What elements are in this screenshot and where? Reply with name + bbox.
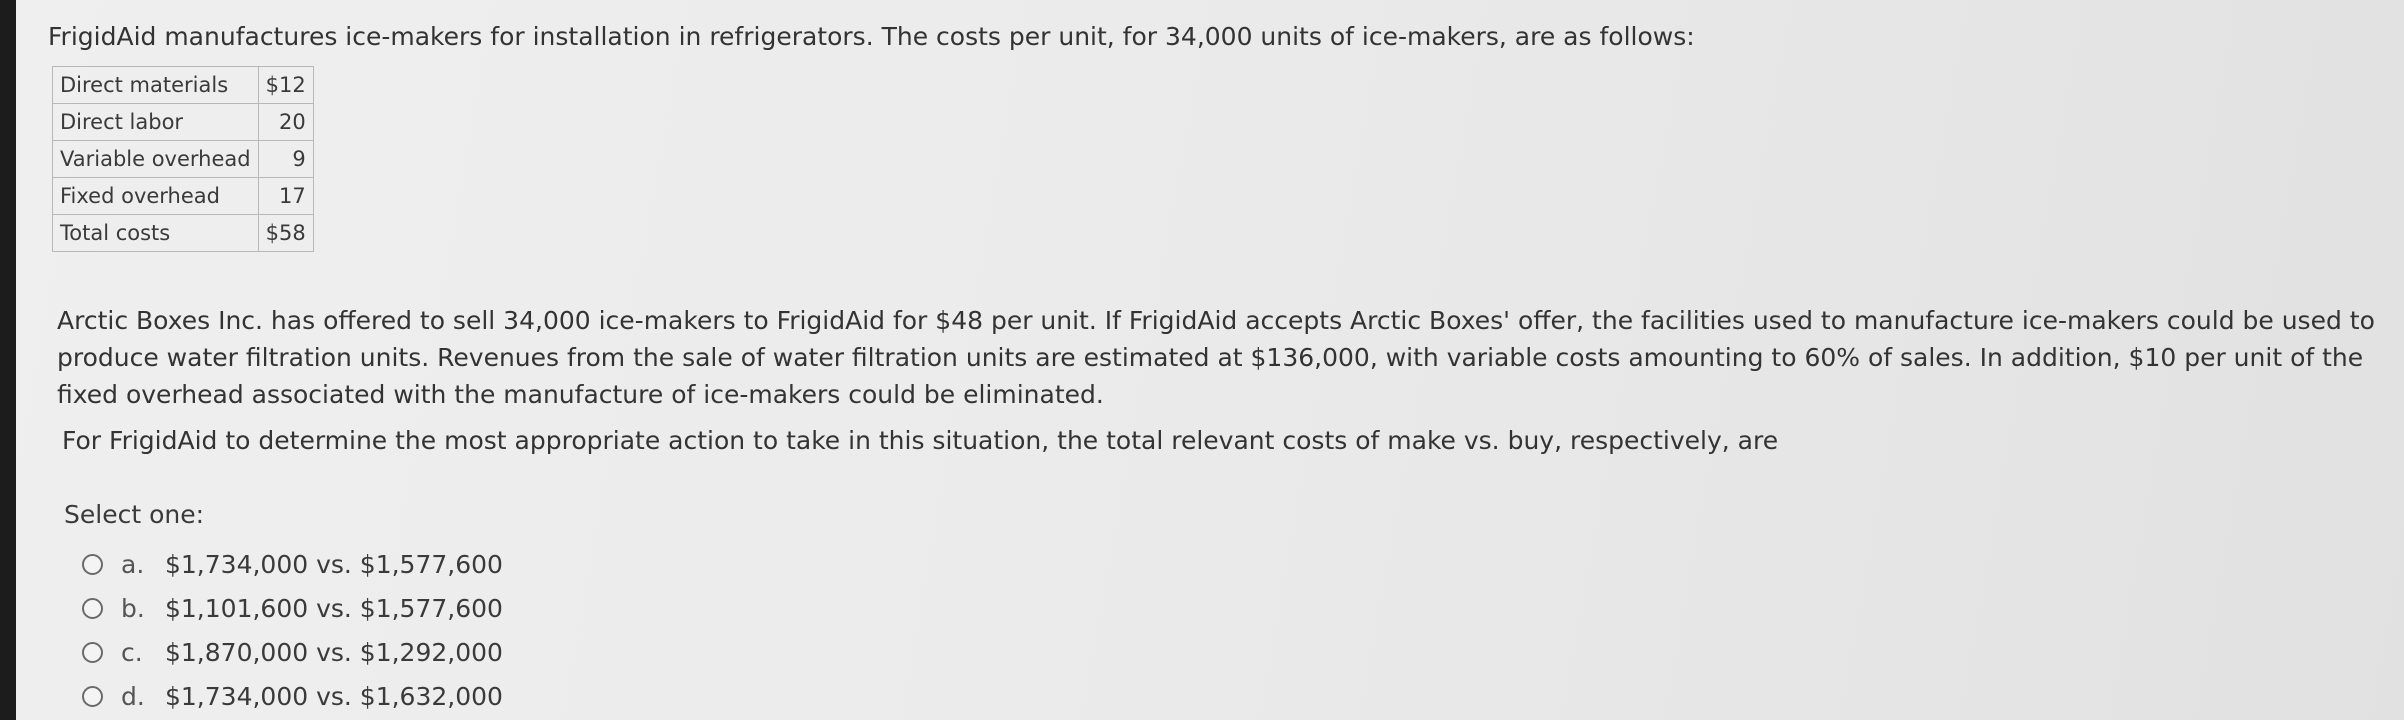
table-row <box>53 178 314 215</box>
cost-value: 20 <box>258 104 313 141</box>
option-letter: a. <box>121 549 145 579</box>
cost-label: Direct labor <box>53 104 259 141</box>
option-letter: b. <box>121 593 145 623</box>
scenario-text: Arctic Boxes Inc. has offered to sell 34,000 ice-makers to FrigidAid for $48 per unit. If FrigidAid accepts Arctic Boxes' offer, the facilities used to manufacture ice-makers could be used to produce water filtration units. Revenues from the sale of water filtration units are estimated at $136,000, with variable costs amounting to 60% of sales. In addition, $10 per unit of the fixed overhead associated with the manufacture of ice-makers could be eliminated. <box>57 306 2375 409</box>
table-row <box>53 141 314 178</box>
option-text: $1,734,000 vs. $1,632,000 <box>165 681 503 711</box>
select-one-label: Select one: <box>64 500 205 529</box>
option-text: $1,734,000 vs. $1,577,600 <box>165 549 503 579</box>
question-intro: FrigidAid manufactures ice-makers for installation in refrigerators. The costs per unit, for 34,000 units of ice-makers, are as follows: <box>48 22 1695 51</box>
table-row <box>53 104 314 141</box>
radio-button-icon[interactable] <box>82 686 103 707</box>
radio-button-icon[interactable] <box>82 598 103 619</box>
cost-value: 9 <box>258 141 313 178</box>
table-row-total <box>53 215 314 252</box>
table-row <box>53 67 314 104</box>
option-b[interactable] <box>82 586 503 630</box>
cost-label: Variable overhead <box>53 141 259 178</box>
question-text: For FrigidAid to determine the most appropriate action to take in this situation, the total relevant costs of make vs. buy, respectively, are <box>62 426 1779 455</box>
cost-value: 17 <box>258 178 313 215</box>
unit-cost-table <box>52 66 314 252</box>
answer-options <box>82 542 503 718</box>
option-text: $1,870,000 vs. $1,292,000 <box>165 637 503 667</box>
radio-button-icon[interactable] <box>82 554 103 575</box>
option-a[interactable] <box>82 542 503 586</box>
option-letter: c. <box>121 637 143 667</box>
cost-label: Direct materials <box>53 67 259 104</box>
total-value: $58 <box>258 215 313 252</box>
radio-button-icon[interactable] <box>82 642 103 663</box>
option-text: $1,101,600 vs. $1,577,600 <box>165 593 503 623</box>
option-c[interactable] <box>82 630 503 674</box>
cost-value: $12 <box>258 67 313 104</box>
screen-edge <box>0 0 16 720</box>
option-d[interactable] <box>82 674 503 718</box>
option-letter: d. <box>121 681 145 711</box>
cost-label: Fixed overhead <box>53 178 259 215</box>
total-label: Total costs <box>53 215 259 252</box>
